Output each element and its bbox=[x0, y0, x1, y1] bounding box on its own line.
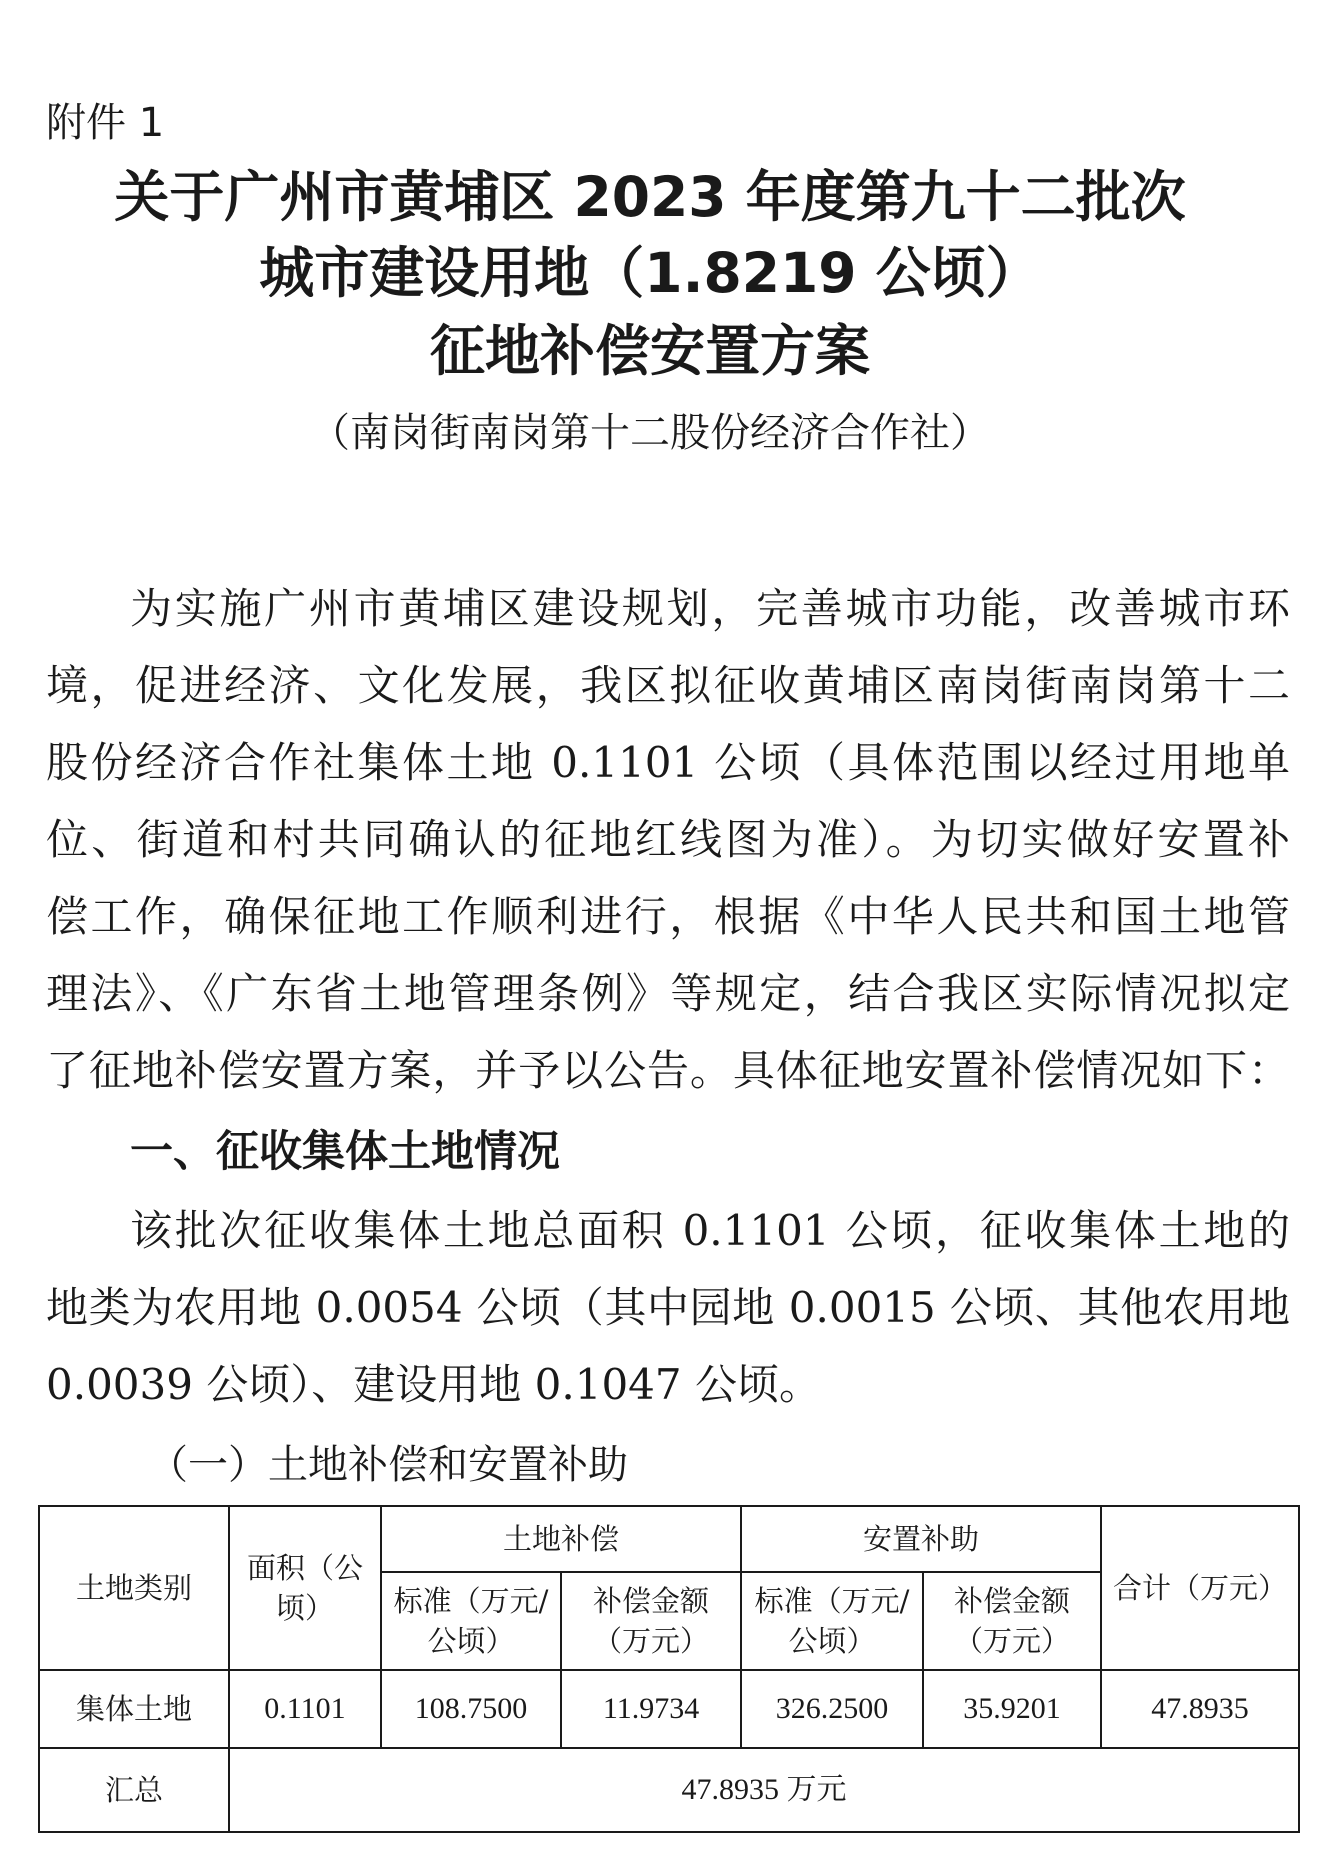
header-total: 合计（万元） bbox=[1101, 1506, 1299, 1670]
title-line-3: 征地补偿安置方案 bbox=[429, 319, 870, 383]
intro-line: 境，促进经济、文化发展，我区拟征收黄埔区南岗街南岗第十二 bbox=[46, 661, 1290, 710]
section-line: 地类为农用地 0.0054 公顷（其中园地 0.0015 公顷、其他农用地 bbox=[46, 1283, 1290, 1332]
cell-total: 47.8935 bbox=[1101, 1670, 1299, 1748]
summary-label: 汇总 bbox=[39, 1748, 229, 1832]
header-land-type: 土地类别 bbox=[39, 1506, 229, 1670]
title-line-1: 关于广州市黄埔区 2023 年度第九十二批次 bbox=[114, 165, 1186, 229]
cell-lc-amount: 11.9734 bbox=[561, 1670, 741, 1748]
header-lc-standard: 标准（万元/公顷） bbox=[381, 1572, 561, 1670]
section-line: 0.0039 公顷）、建设用地 0.1047 公顷。 bbox=[46, 1360, 821, 1409]
table-row bbox=[39, 1670, 1299, 1748]
intro-line: 股份经济合作社集体土地 0.1101 公顷（具体范围以经过用地单 bbox=[46, 738, 1290, 787]
subtitle: （南岗街南岗第十二股份经济合作社） bbox=[310, 410, 990, 456]
title-line-2: 城市建设用地（1.8219 公顷） bbox=[259, 241, 1041, 305]
intro-line: 位、街道和村共同确认的征地红线图为准）。为切实做好安置补 bbox=[46, 815, 1290, 864]
cell-rs-amount: 35.9201 bbox=[923, 1670, 1101, 1748]
cell-rs-standard: 326.2500 bbox=[741, 1670, 923, 1748]
cell-land-type: 集体土地 bbox=[39, 1670, 229, 1748]
attachment-label: 附件 1 bbox=[46, 100, 165, 146]
compensation-table bbox=[38, 1505, 1300, 1833]
header-resettlement-subsidy: 安置补助 bbox=[741, 1506, 1101, 1572]
summary-value: 47.8935 万元 bbox=[229, 1748, 1299, 1832]
header-land-compensation: 土地补偿 bbox=[381, 1506, 741, 1572]
subsection-heading: （一）土地补偿和安置补助 bbox=[148, 1442, 628, 1488]
header-area: 面积（公顷） bbox=[229, 1506, 381, 1670]
section-heading: 一、征收集体土地情况 bbox=[130, 1127, 560, 1177]
intro-line: 为实施广州市黄埔区建设规划，完善城市功能，改善城市环 bbox=[130, 584, 1290, 633]
cell-lc-standard: 108.7500 bbox=[381, 1670, 561, 1748]
intro-line: 理法》、《广东省土地管理条例》等规定，结合我区实际情况拟定 bbox=[46, 969, 1290, 1018]
header-lc-amount: 补偿金额（万元） bbox=[561, 1572, 741, 1670]
cell-area: 0.1101 bbox=[229, 1670, 381, 1748]
intro-line: 偿工作，确保征地工作顺利进行，根据《中华人民共和国土地管 bbox=[46, 892, 1290, 941]
intro-line: 了征地补偿安置方案，并予以公告。具体征地安置补偿情况如下： bbox=[46, 1046, 1290, 1095]
section-line: 该批次征收集体土地总面积 0.1101 公顷，征收集体土地的 bbox=[130, 1206, 1290, 1255]
intro-paragraph bbox=[46, 570, 1290, 1109]
section-paragraph bbox=[46, 1192, 1290, 1423]
summary-row bbox=[39, 1748, 1299, 1832]
header-rs-amount: 补偿金额（万元） bbox=[923, 1572, 1101, 1670]
header-rs-standard: 标准（万元/公顷） bbox=[741, 1572, 923, 1670]
